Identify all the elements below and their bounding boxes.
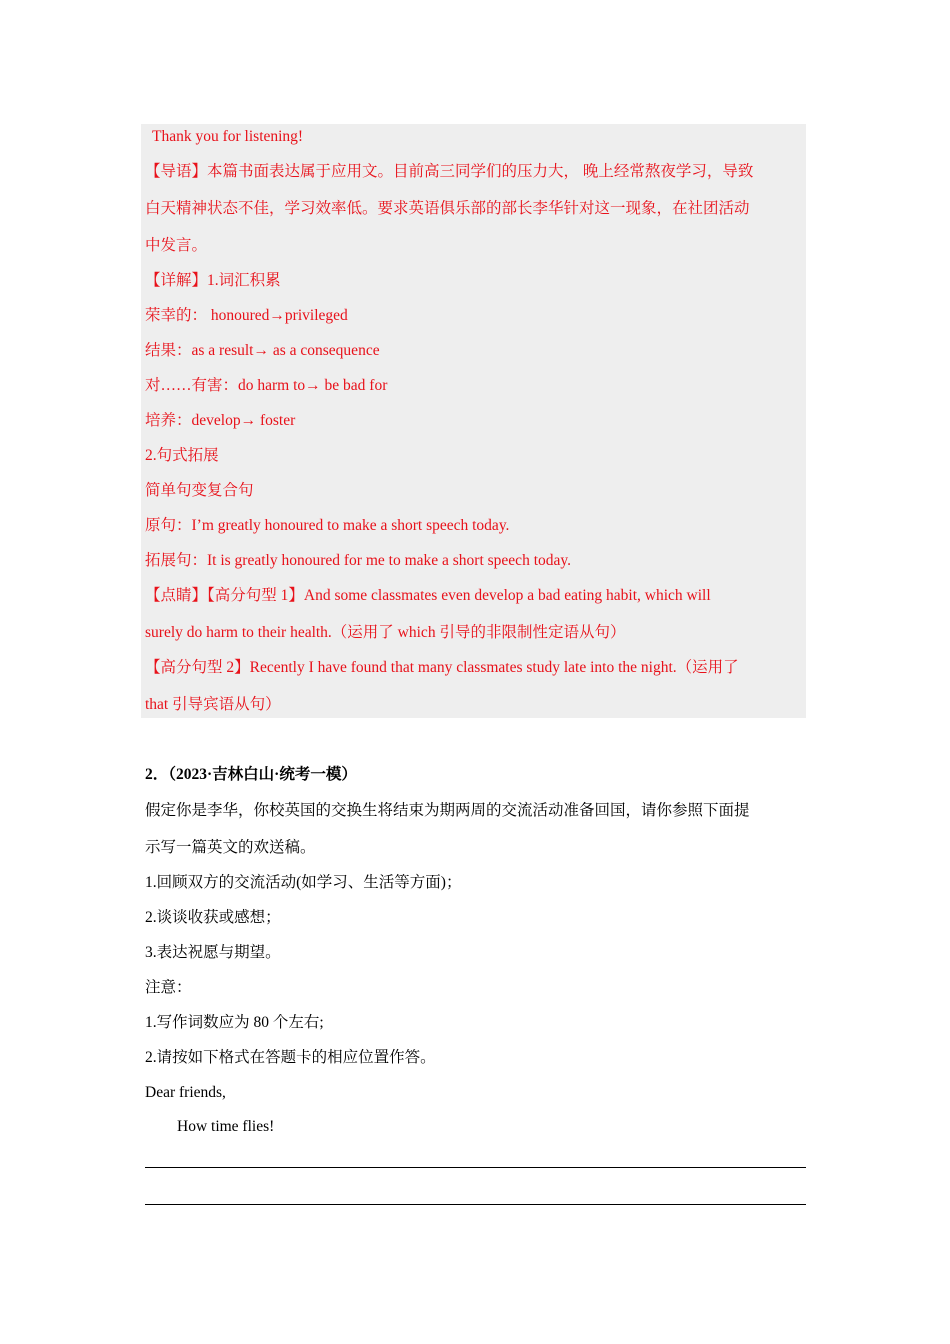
question-header: 2．（2023·吉林白山·统考一模） — [145, 766, 357, 783]
letter-opening: How time flies! — [177, 1118, 275, 1135]
intro-line-3: 中发言。 — [145, 237, 208, 254]
original-sentence: 原句：I’m greatly honoured to make a short speech today. — [145, 517, 510, 534]
note-item: 1.写作词数应为 80 个左右; — [145, 1014, 324, 1031]
closing-line: Thank you for listening! — [152, 128, 304, 145]
vocab-item: 对……有害：do harm to→ be bad for — [145, 377, 388, 394]
highlight-line-4: that 引导宾语从句） — [145, 696, 281, 713]
notes-heading: 注意： — [145, 979, 192, 996]
sentence-expansion-subheading: 简单句变复合句 — [145, 482, 254, 499]
question-prompt-line-2: 示写一篇英文的欢送稿。 — [145, 839, 316, 856]
vocab-item: 荣幸的： honoured→privileged — [145, 307, 348, 324]
sentence-expansion-heading: 2.句式拓展 — [145, 447, 219, 464]
question-prompt-line-1: 假定你是李华，你校英国的交换生将结束为期两周的交流活动准备回国，请你参照下面提 — [145, 802, 750, 819]
vocab-item: 培养：develop→ foster — [145, 412, 296, 429]
note-item: 2.请按如下格式在答题卡的相应位置作答。 — [145, 1049, 436, 1066]
highlight-line-2: surely do harm to their health.（运用了 which 引导的非限制性定语从句） — [145, 624, 626, 641]
answer-writing-line — [145, 1204, 806, 1205]
highlight-line-3: 【高分句型 2】Recently I have found that many classmates study late into the night.（运用了 — [145, 659, 739, 676]
expanded-sentence: 拓展句：It is greatly honoured for me to make a short speech today. — [145, 552, 571, 569]
intro-line-1: 【导语】本篇书面表达属于应用文。目前高三同学们的压力大， 晚上经常熬夜学习，导致 — [145, 163, 754, 180]
intro-line-2: 白天精神状态不佳，学习效率低。要求英语俱乐部的部长李华针对这一现象，在社团活动 — [145, 200, 750, 217]
highlight-line-1: 【点睛】【高分句型 1】And some classmates even develop a bad eating habit, which will — [145, 587, 711, 604]
vocab-item: 结果：as a result→ as a consequence — [145, 342, 380, 359]
requirement-item: 3.表达祝愿与期望。 — [145, 944, 281, 961]
requirement-item: 1.回顾双方的交流活动(如学习、生活等方面)； — [145, 874, 462, 891]
requirement-item: 2.谈谈收获或感想； — [145, 909, 281, 926]
answer-writing-line — [145, 1167, 806, 1168]
detail-heading: 【详解】1.词汇积累 — [145, 272, 281, 289]
letter-salutation: Dear friends, — [145, 1084, 226, 1101]
